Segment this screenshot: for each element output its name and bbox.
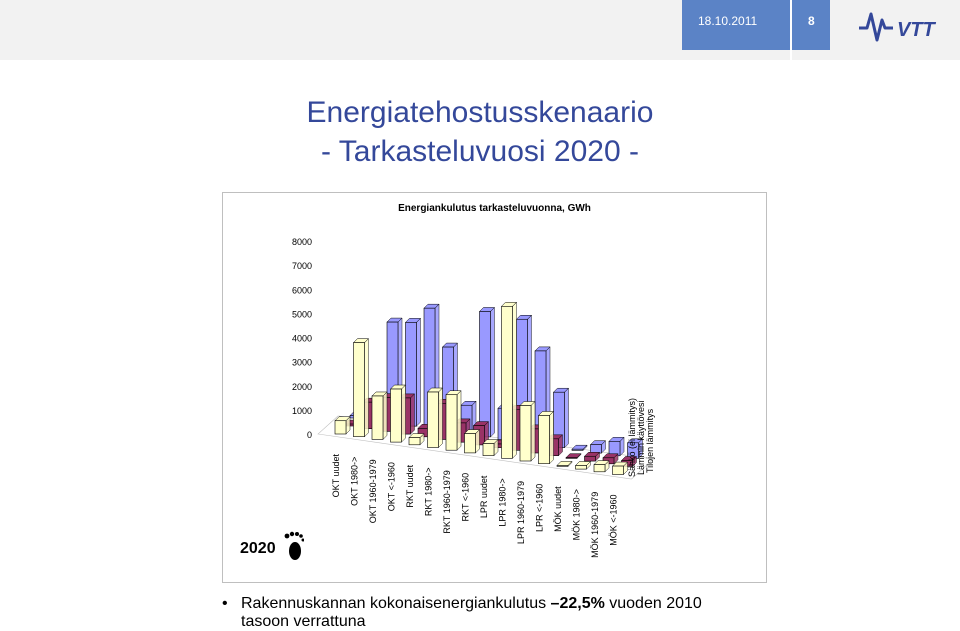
bar — [539, 415, 550, 463]
y-tick-label: 0 — [306, 430, 312, 440]
top-bar — [0, 0, 960, 60]
bar — [372, 396, 383, 439]
bar — [594, 465, 605, 472]
bar-side — [439, 388, 443, 447]
bullet-percentage: –22,5% — [550, 595, 605, 612]
footprint-icon — [282, 531, 304, 561]
bar — [483, 444, 494, 456]
series-label: Sähkö (ei lämmitys) — [627, 397, 637, 477]
x-tick-label: RKT <-1960 — [460, 472, 471, 522]
x-tick-label: OKT <-1960 — [386, 462, 397, 512]
chart-frame — [222, 192, 767, 583]
x-tick-label: RKT 1960-1979 — [442, 470, 452, 534]
bar — [391, 389, 402, 442]
bar — [585, 456, 596, 461]
bar — [502, 306, 513, 458]
bar-side — [411, 394, 415, 434]
year-badge: 2020 — [240, 540, 276, 557]
bar — [576, 465, 587, 469]
x-tick-label: OKT uudet — [331, 454, 341, 498]
bar — [446, 395, 457, 450]
y-tick-label: 7000 — [291, 261, 312, 272]
chart-title: Energiankulutus tarkasteluvuonna, GWh — [398, 203, 591, 214]
chart-plot — [223, 193, 766, 582]
bar — [428, 392, 439, 447]
bar-side — [457, 391, 461, 450]
x-tick-label: OKT 1980-> — [349, 456, 360, 506]
bullet-icon: • — [222, 595, 228, 612]
bar — [465, 434, 476, 453]
logo-text: VTT — [897, 19, 935, 41]
bar-side — [491, 307, 495, 436]
bullet-text-end: vuoden 2010 — [604, 595, 702, 612]
bar-side — [383, 392, 387, 439]
y-tick-label: 3000 — [291, 357, 312, 368]
y-tick-label: 4000 — [291, 333, 312, 344]
y-tick-label: 5000 — [291, 309, 312, 320]
x-tick-label: MÖK 1960-1979 — [590, 491, 600, 558]
page-title: Energiatehostusskenaario — [306, 96, 654, 129]
bar — [572, 449, 583, 450]
bar — [520, 406, 531, 461]
series-label: Tilojen lämmitys — [645, 408, 655, 473]
page-subtitle: - Tarkasteluvuosi 2020 - — [321, 135, 639, 168]
y-tick-label: 1000 — [291, 405, 312, 416]
separator — [790, 0, 792, 60]
bullet-text-line2: tasoon verrattuna — [241, 613, 366, 630]
x-tick-label: OKT 1960-1979 — [368, 459, 378, 524]
bar-side — [565, 388, 569, 447]
bar-side — [402, 385, 406, 442]
bar — [613, 466, 624, 474]
bar — [591, 445, 602, 453]
bar-side — [417, 318, 421, 426]
series-label: Lämmin käyttövesi — [636, 400, 646, 475]
x-tick-label: RKT uudet — [405, 464, 415, 508]
x-tick-label: MÖK 1980-> — [571, 489, 582, 541]
y-tick-label: 6000 — [291, 285, 312, 296]
bar — [409, 438, 420, 445]
bar — [566, 458, 577, 459]
logo-wave-icon — [859, 14, 893, 40]
bar — [335, 421, 346, 434]
x-tick-label: LPR 1960-1979 — [516, 481, 526, 545]
y-tick-label: 2000 — [291, 381, 312, 392]
bar — [557, 465, 568, 466]
bullet-text: Rakennuskannan kokonaisenergiankulutus — [241, 595, 551, 612]
bar-side — [531, 402, 535, 461]
bar — [480, 311, 491, 436]
slide-date: 18.10.2011 — [698, 14, 758, 28]
bar-side — [513, 302, 517, 458]
bar-side — [550, 411, 554, 463]
x-tick-label: RKT 1980-> — [423, 467, 434, 517]
x-tick-label: MÖK uudet — [553, 486, 563, 532]
x-tick-label: MÖK <-1960 — [608, 494, 619, 546]
bar — [354, 343, 365, 437]
vtt-logo — [855, 6, 950, 46]
x-tick-label: LPR 1980-> — [497, 478, 508, 527]
page-number: 8 — [808, 14, 815, 28]
x-tick-label: LPR <-1960 — [534, 483, 545, 532]
x-tick-label: LPR uudet — [479, 475, 489, 519]
y-tick-label: 8000 — [291, 237, 312, 247]
bar-side — [365, 339, 369, 437]
